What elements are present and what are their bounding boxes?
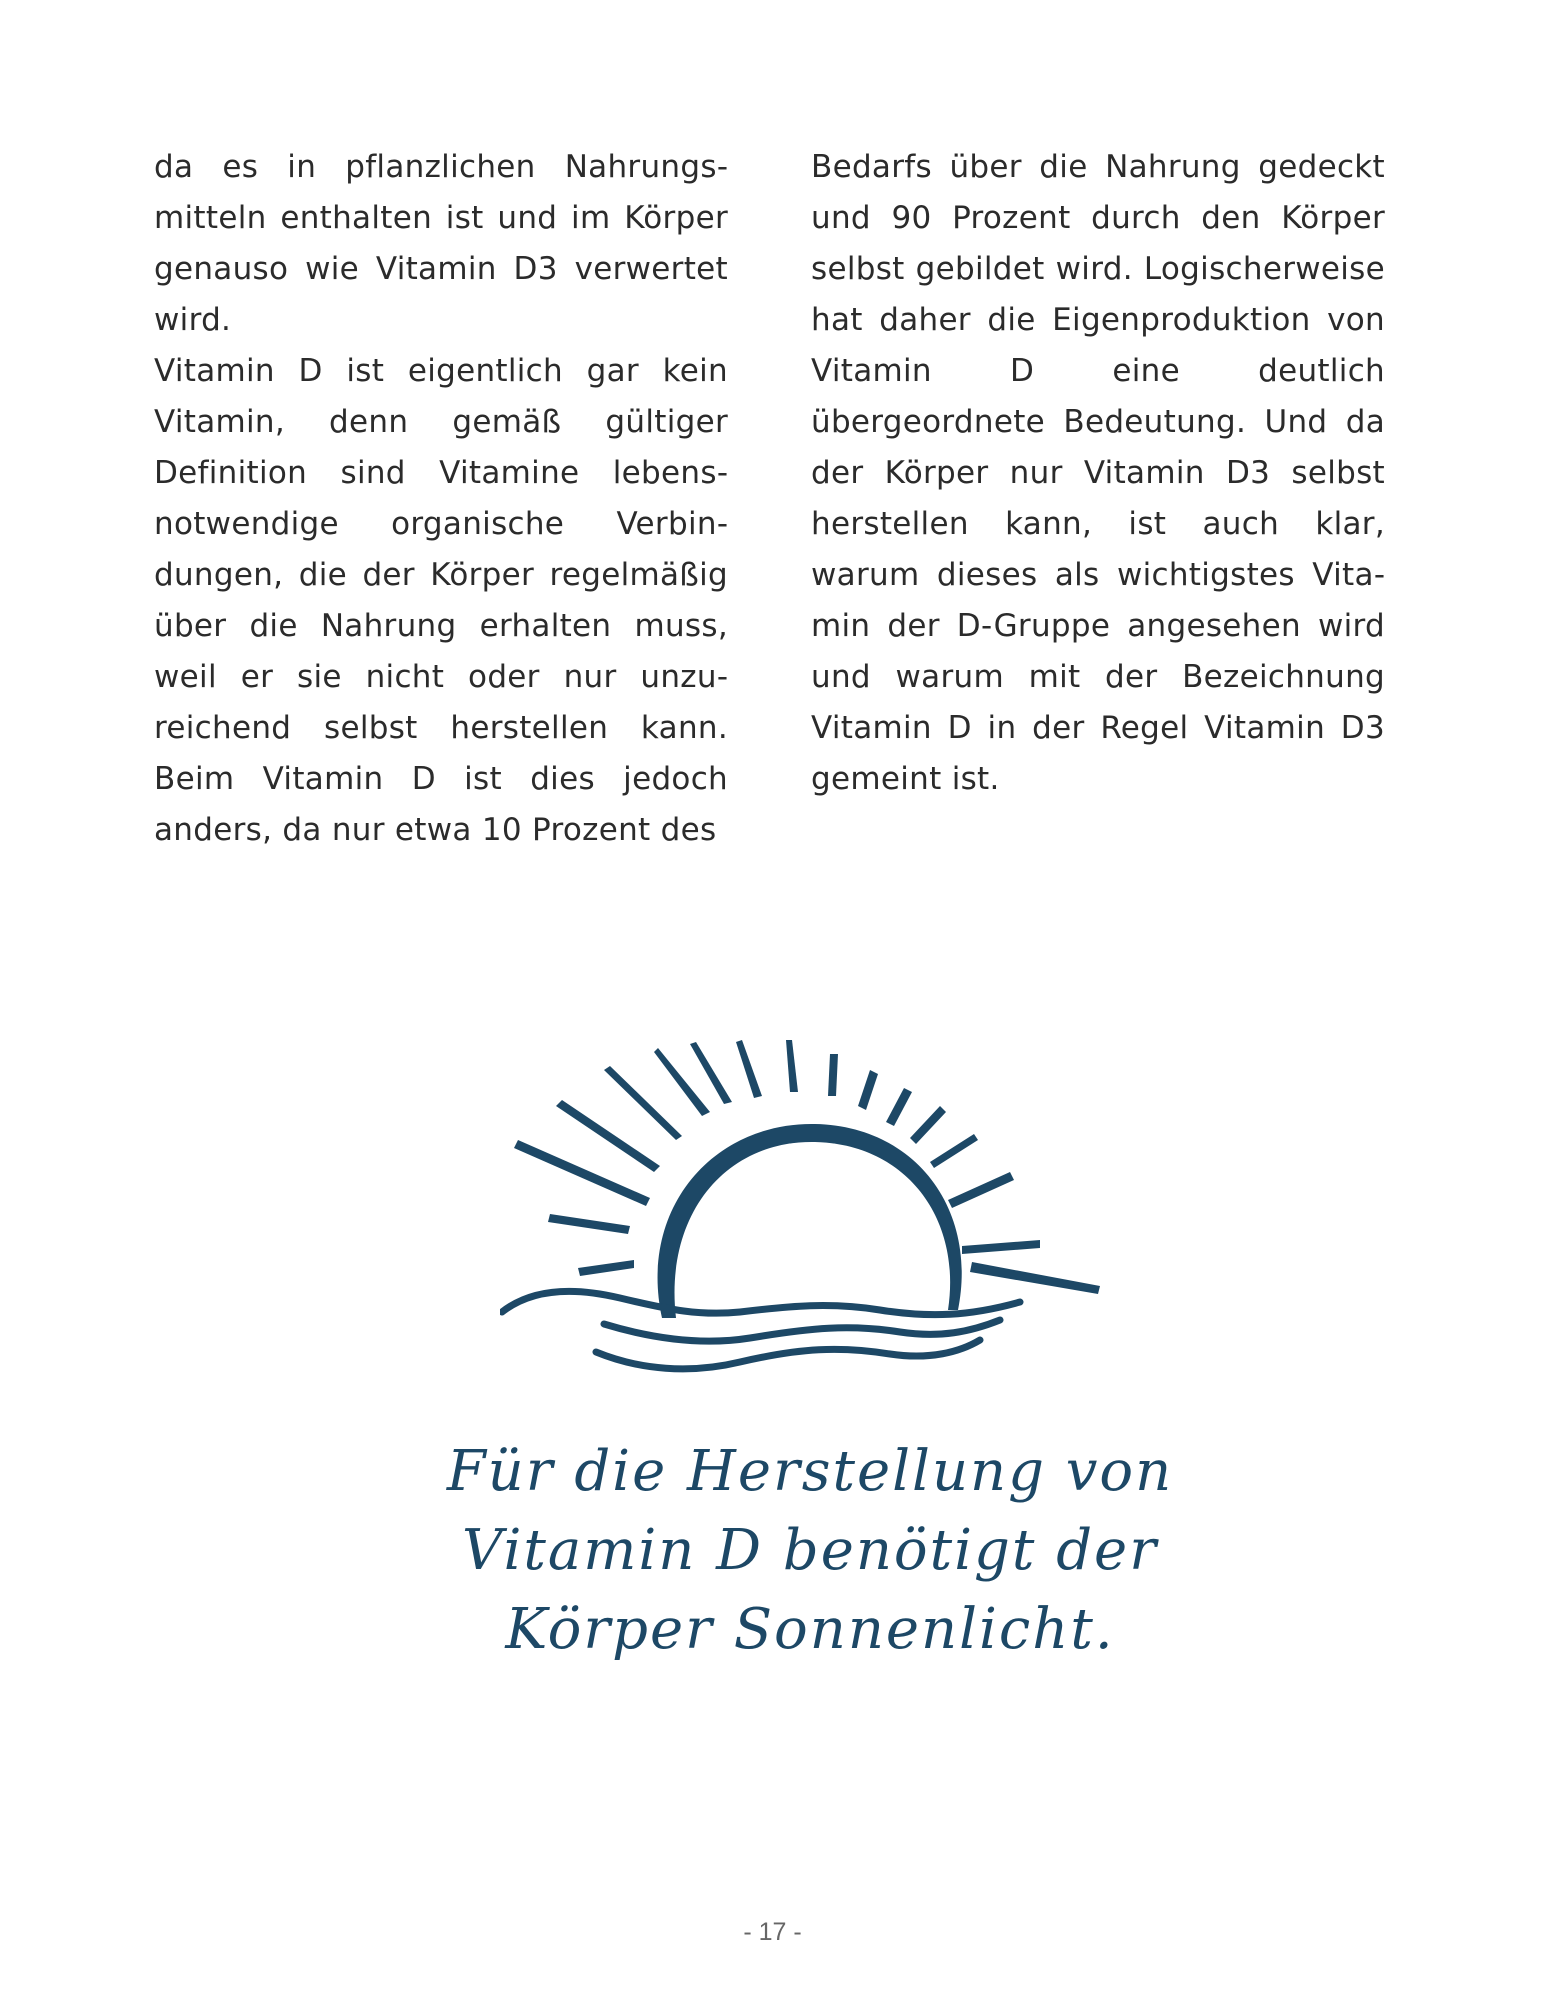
page-number: - 17 - — [743, 1918, 802, 1946]
quote-line: Für die Herstellung von — [446, 1439, 1174, 1504]
quote-line: Körper Sonnenlicht. — [505, 1597, 1115, 1662]
sunrise-over-waves-icon — [500, 1040, 1120, 1380]
pull-quote — [360, 1432, 1260, 1669]
paragraph: Bedarfs über die Nahrung gedeckt und 90 Prozent durch den Körper selbst gebildet wird. Logischerweise hat daher die Eigenproduktion von Vitamin D eine deutlich übergeordnete Bedeutung. Und da der Körper nur Vitamin D3 selbst herstellen kann, ist auch klar, warum dieses als wichtigstes Vitamin der D-Gruppe angesehen wird und warum mit der Bezeichnung Vitamin D in der Regel Vitamin D3 gemeint ist. — [811, 149, 1385, 797]
paragraph: da es in pflanzlichen Nahrungsmitteln enthalten ist und im Körper genauso wie Vitamin D3 verwertet wird. — [154, 149, 728, 338]
paragraph: Vitamin D ist eigentlich gar kein Vitamin, denn gemäß gültiger Definition sind Vitamine lebensnotwendige organische Verbindungen, die der Körper regelmäßig über die Nahrung erhalten muss, weil er sie nicht oder nur unzureichend selbst herstellen kann. Beim Vitamin D ist dies jedoch anders, da nur etwa 10 Prozent des — [154, 353, 728, 848]
text-column-left — [154, 142, 728, 856]
text-column-right — [811, 142, 1385, 805]
quote-line: Vitamin D benötigt der — [462, 1518, 1158, 1583]
